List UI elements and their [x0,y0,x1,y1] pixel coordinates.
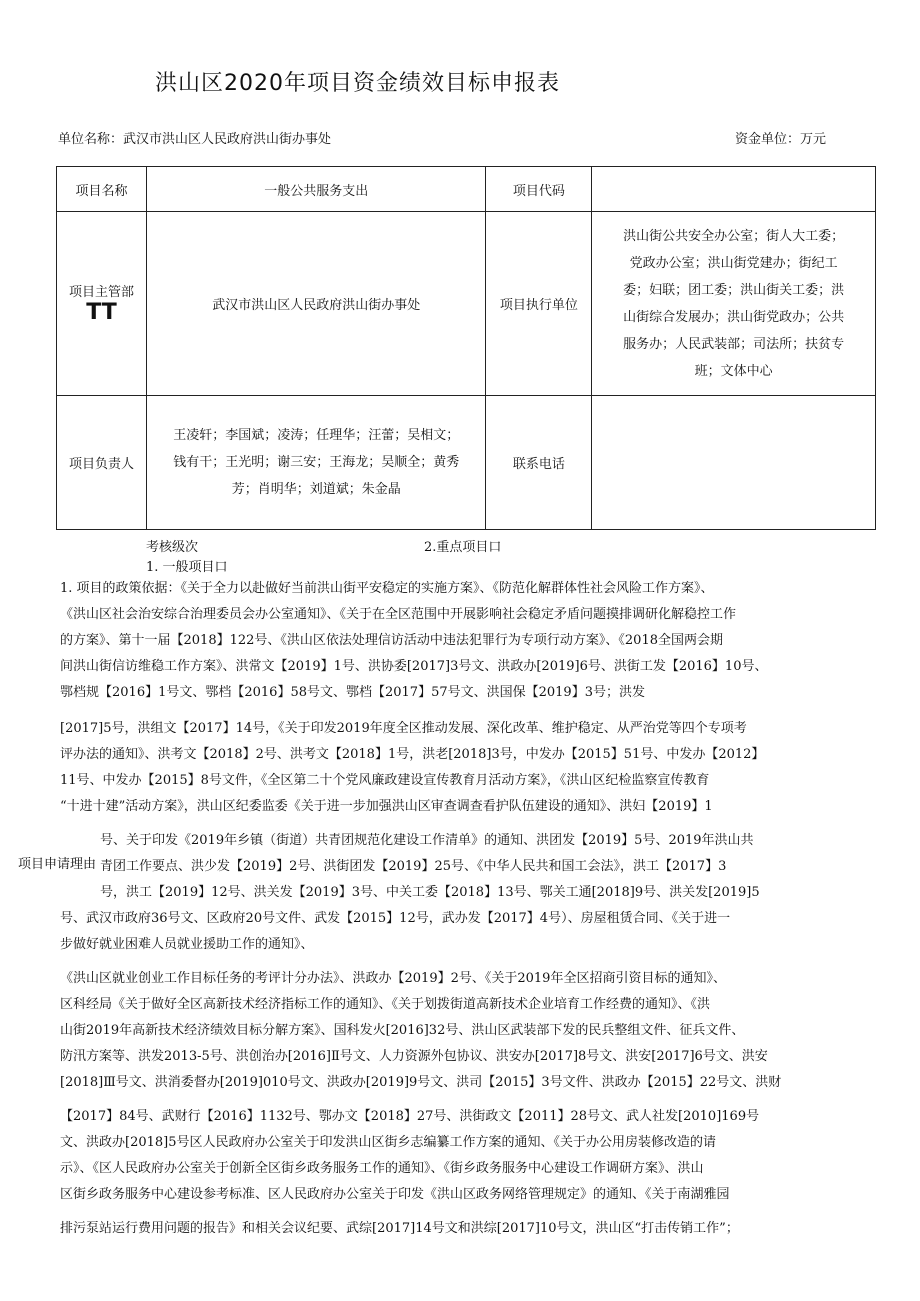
exec-unit-label: 项目执行单位 [486,212,592,396]
reason-line: 的方案》、第十一届【2018】122号、《洪山区依法处理信访活动中违法犯罪行为专项行动方案》、《2018全国两会期 [60,633,723,648]
reason-line: [2017]5号，洪组文【2017】14号，《关于印发2019年度全区推动发展、深化改革、维护稳定、从严治党等四个专项考 [60,721,747,736]
reason-line: 青团工作要点、洪少发【2019】2号、洪街团发【2019】25号、《中华人民共和国工会法》，洪工【2017】3 [100,859,727,874]
reason-line: 评办法的通知》、洪考文【2018】2号、洪考文【2018】1号，洪老[2018]3号，中发办【2015】51号、中发办【2012】 [60,747,765,762]
reason-line: 步做好就业困难人员就业援助工作的通知》、 [60,937,314,952]
project-code-label: 项目代码 [486,167,592,212]
table-row [57,212,876,396]
money-unit: 资金单位：万元 [735,132,827,147]
general-project-option: 1. 一般项目口 [146,560,228,575]
reason-label: 项目申请理由 [18,857,97,872]
reason-line: “十进十建”活动方案》，洪山区纪委监委《关于进一步加强洪山区审查调查看护队伍建设的通知》、洪妇【2019】1 [60,799,713,814]
leader-line: 王凌轩；李国斌；凌涛；任理华；汪蕾；吴相文； [173,428,460,443]
leader-line: 钱有干；王光明；谢三安；王海龙；吴顺全；黄秀 [173,455,460,470]
dept-label-tail: TT [86,300,117,325]
exec-unit-line: 班；文体中心 [694,363,773,379]
project-info-table [56,166,876,530]
key-project-option: 2.重点项目口 [424,540,502,555]
reason-line: 示》、《区人民政府办公室关于创新全区街乡政务服务工作的通知》、《街乡政务服务中心建设工作调研方案》、洪山 [60,1161,704,1176]
exec-unit-line: 党政办公室；洪山街党建办；街纪工 [629,255,838,271]
reason-line: 排污泵站运行费用问题的报告》和相关会议纪要、武综[2017]14号文和洪综[2017]10号文，洪山区“打击传销工作”； [60,1221,739,1236]
reason-line: 区街乡政务服务中心建设参考标准、区人民政府办公室关于印发《洪山区政务网络管理规定》的通知、《关于南湖雅园 [60,1187,730,1202]
reason-line: 号、武汉市政府36号文、区政府20号文件、武发【2015】12号，武办发【2017】4号）、房屋租赁合同、《关于进一 [60,911,731,926]
reason-line: [2018]Ⅲ号文、洪消委督办[2019]010号文、洪政办[2019]9号文、洪司【2015】3号文件、洪政办【2015】22号文、洪财 [60,1075,782,1090]
reason-line: 《洪山区社会治安综合治理委员会办公室通知》、《关于在全区范围中开展影响社会稳定矛盾问题摸排调研化解稳控工作 [60,607,737,622]
reason-line: 山街2019年高新技术经济绩效目标分解方案》、国科发火[2016]32号、洪山区武装部下发的民兵整组文件、征兵文件、 [60,1023,745,1038]
reason-line: 《洪山区就业创业工作目标任务的考评计分办法》、洪政办【2019】2号、《关于2019年全区招商引资目标的通知》、 [60,971,726,986]
leader-line: 芳；肖明华；刘道斌；朱金晶 [231,482,401,497]
reason-line: 鄂档规【2016】1号文、鄂档【2016】58号文、鄂档【2017】57号文、洪国保【2019】3号；洪发 [60,685,645,700]
reason-line: 间洪山街信访维稳工作方案》、洪常文【2019】1号、洪协委[2017]3号文、洪政办[2019]6号、洪街工发【2016】10号、 [60,659,768,674]
reason-line: 1. 项目的政策依据：《关于全力以赴做好当前洪山街平安稳定的实施方案》、《防范化解群体性社会风险工作方案》、 [60,581,714,596]
table-row [57,396,876,530]
project-name-label: 项目名称 [57,167,147,212]
dept-label: 项目主管部 [68,285,134,300]
page-title: 洪山区2020年项目资金绩效目标申报表 [155,71,560,96]
phone-value [592,396,876,530]
dept-label-cell [57,212,147,396]
reason-line: 【2017】84号、武财行【2016】1132号、鄂办文【2018】27号、洪街政文【2011】28号文、武人社发[2010]169号 [60,1109,760,1124]
reason-line: 11号、中发办【2015】8号文件，《全区第二十个党风廉政建设宣传教育月活动方案》，《洪山区纪检监察宣传教育 [60,773,710,788]
exec-unit-line: 洪山街公共安全办公室；街人大工委； [623,228,845,244]
phone-label: 联系电话 [486,396,592,530]
exec-unit-line: 委；妇联；团工委；洪山街关工委；洪 [623,282,845,298]
reason-line: 号，洪工【2019】12号、洪关发【2019】3号、中关工委【2018】13号、鄂关工通[2018]9号、洪关发[2019]5 [100,885,760,900]
reason-line: 区科经局《关于做好全区高新技术经济指标工作的通知》、《关于划拨街道高新技术企业培育工作经费的通知》、《洪 [60,997,711,1012]
exec-unit-line: 服务办；人民武装部；司法所；扶贫专 [623,336,845,352]
level-label: 考核级次 [146,540,199,555]
exec-unit-value [592,212,876,396]
leader-value [146,396,486,530]
leader-label: 项目负责人 [57,396,147,530]
exec-unit-line: 山街综合发展办；洪山街党政办；公共 [623,309,845,325]
dept-value: 武汉市洪山区人民政府洪山街办事处 [146,212,486,396]
project-name-value: 一般公共服务支出 [146,167,486,212]
reason-line: 文、洪政办[2018]5号区人民政府办公室关于印发洪山区街乡志编纂工作方案的通知、《关于办公用房装修改造的请 [60,1135,716,1150]
reason-line: 防汛方案等、洪发2013-5号、洪创治办[2016]Ⅱ号文、人力资源外包协议、洪安办[2017]8号文、洪安[2017]6号文、洪安 [60,1049,768,1064]
table-row [57,167,876,212]
project-code-value [592,167,876,212]
reason-line: 号、关于印发《2019年乡镇（街道）共青团规范化建设工作清单》的通知、洪团发【2019】5号、2019年洪山共 [100,833,754,848]
unit-name: 单位名称：武汉市洪山区人民政府洪山街办事处 [58,132,332,147]
